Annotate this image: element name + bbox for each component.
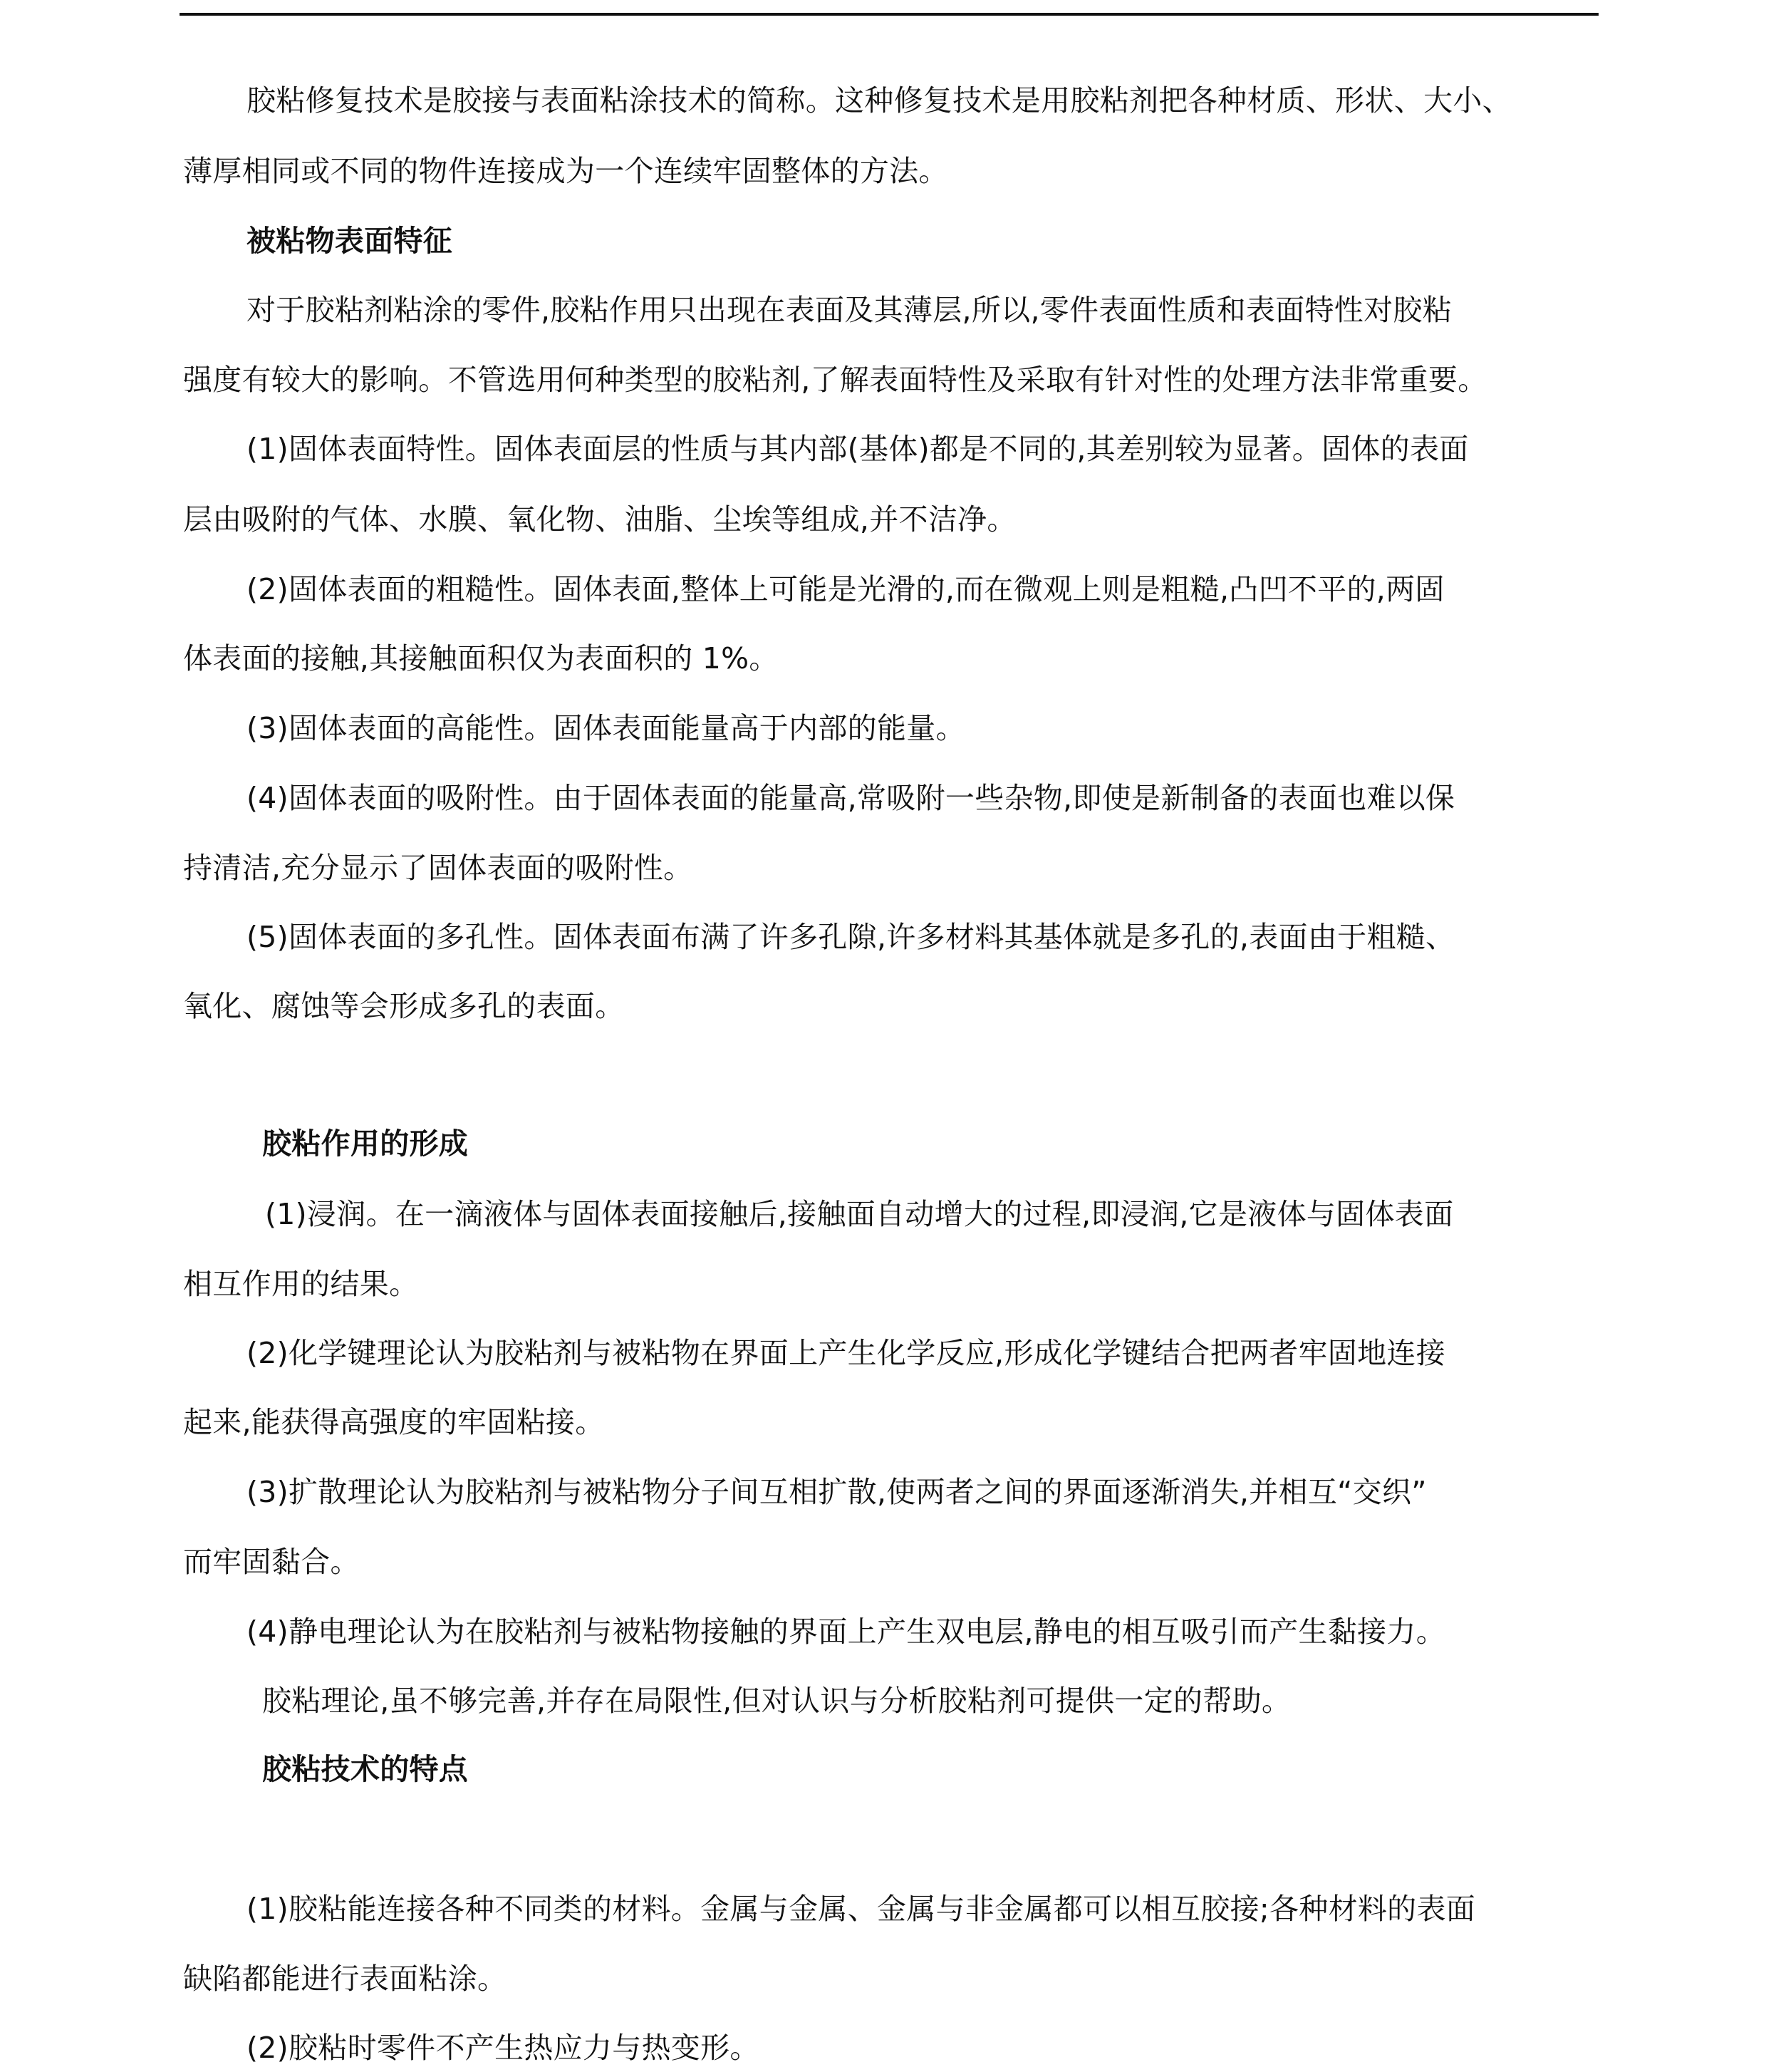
paragraph-line: 薄厚相同或不同的物件连接成为一个连续牢固整体的方法。: [183, 154, 948, 188]
list-item-line: (2)胶粘时零件不产生热应力与热变形。: [246, 2031, 759, 2065]
paragraph-line: 胶粘理论,虽不够完善,并存在局限性,但对认识与分析胶粘剂可提供一定的帮助。: [262, 1684, 1292, 1718]
header-rule: [180, 13, 1599, 16]
paragraph-line: 缺陷都能进行表面粘涂。: [183, 1962, 507, 1996]
list-item-line: (3)固体表面的高能性。固体表面能量高于内部的能量。: [246, 711, 965, 745]
paragraph-line: 相互作用的结果。: [183, 1267, 419, 1301]
list-item-line: (5)固体表面的多孔性。固体表面布满了许多孔隙,许多材料其基体就是多孔的,表面由于粗糙、: [246, 920, 1455, 954]
list-item-line: (1)浸润。在一滴液体与固体表面接触后,接触面自动增大的过程,即浸润,它是液体与固体表面: [265, 1197, 1454, 1231]
paragraph-line: 胶粘修复技术是胶接与表面粘涂技术的简称。这种修复技术是用胶粘剂把各种材质、形状、大小、: [246, 83, 1512, 118]
list-item-line: (3)扩散理论认为胶粘剂与被粘物分子间互相扩散,使两者之间的界面逐渐消失,并相互“交织”: [246, 1475, 1427, 1509]
list-item-line: (1)固体表面特性。固体表面层的性质与其内部(基体)都是不同的,其差别较为显著。固体的表面: [246, 432, 1469, 466]
list-item-line: (2)化学键理论认为胶粘剂与被粘物在界面上产生化学反应,形成化学键结合把两者牢固地连接: [246, 1336, 1446, 1370]
section-heading: 胶粘作用的形成: [262, 1126, 469, 1161]
paragraph-line: 强度有较大的影响。不管选用何种类型的胶粘剂,了解表面特性及采取有针对性的处理方法非常重要。: [183, 363, 1487, 397]
list-item-line: (4)静电理论认为在胶粘剂与被粘物接触的界面上产生双电层,静电的相互吸引而产生黏接力。: [246, 1615, 1446, 1649]
paragraph-line: 而牢固黏合。: [183, 1545, 360, 1579]
section-heading: 胶粘技术的特点: [262, 1752, 469, 1786]
section-heading: 被粘物表面特征: [246, 224, 453, 258]
paragraph-line: 氧化、腐蚀等会形成多孔的表面。: [183, 989, 625, 1023]
list-item-line: (1)胶粘能连接各种不同类的材料。金属与金属、金属与非金属都可以相互胶接;各种材料的表面: [246, 1892, 1476, 1926]
list-item-line: (2)固体表面的粗糙性。固体表面,整体上可能是光滑的,而在微观上则是粗糙,凸凹不平的,两固: [246, 572, 1445, 606]
paragraph-line: 对于胶粘剂粘涂的零件,胶粘作用只出现在表面及其薄层,所以,零件表面性质和表面特性对胶粘: [246, 293, 1452, 327]
paragraph-line: 持清洁,充分显示了固体表面的吸附性。: [183, 851, 693, 885]
list-item-line: (4)固体表面的吸附性。由于固体表面的能量高,常吸附一些杂物,即使是新制备的表面也难以保: [246, 781, 1455, 815]
paragraph-line: 层由吸附的气体、水膜、氧化物、油脂、尘埃等组成,并不洁净。: [183, 502, 1017, 537]
paragraph-line: 体表面的接触,其接触面积仅为表面积的 1%。: [183, 641, 779, 675]
paragraph-line: 起来,能获得高强度的牢固粘接。: [183, 1405, 605, 1439]
